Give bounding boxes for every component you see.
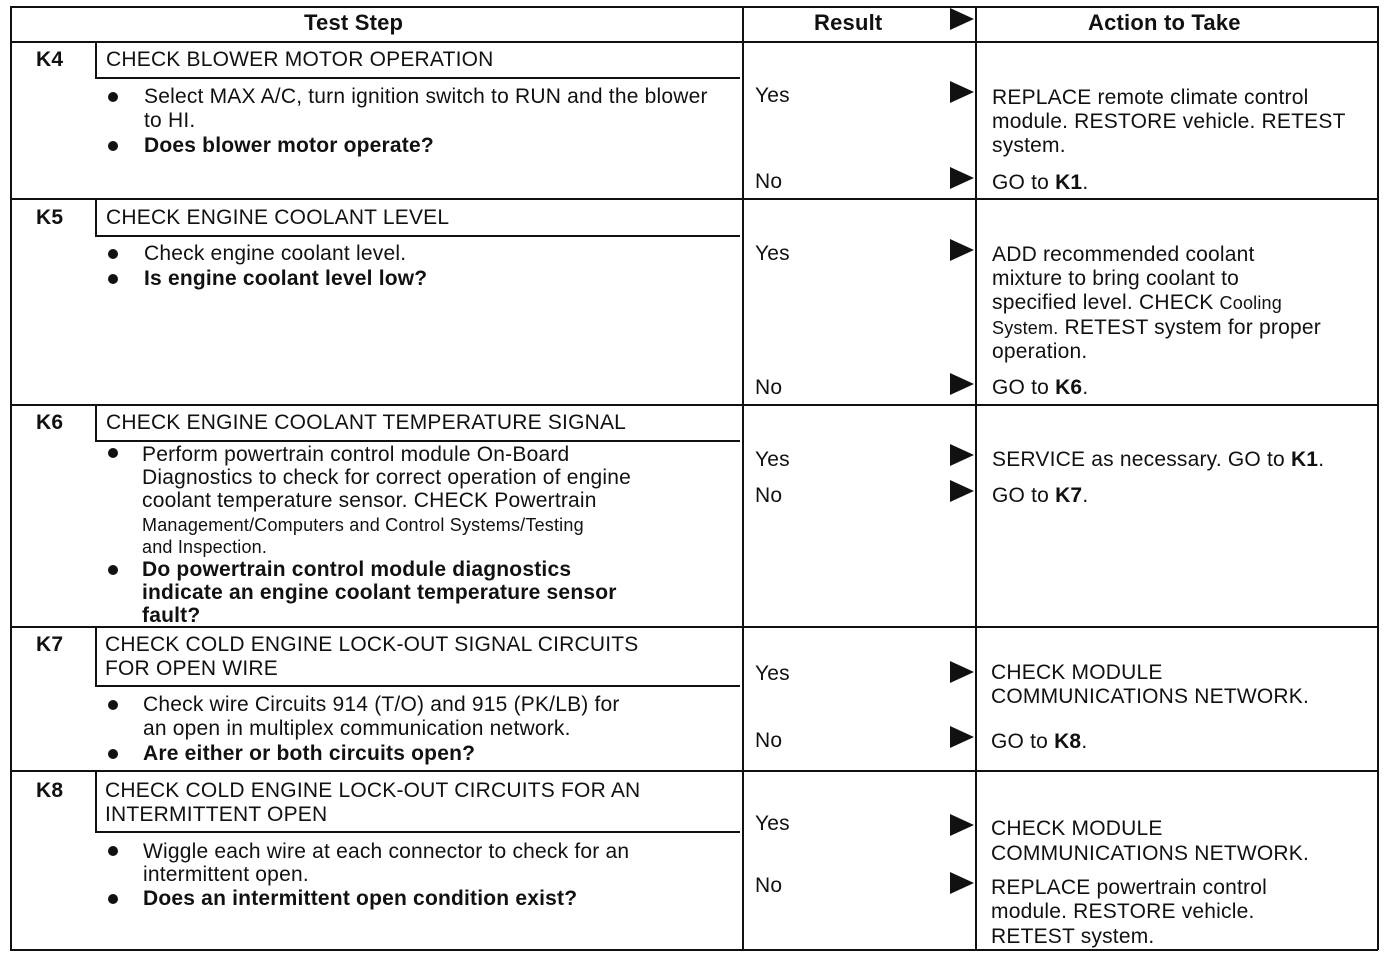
action-part: System.: [992, 318, 1059, 338]
action-suffix: .: [1318, 448, 1325, 471]
step-id: K5: [36, 206, 64, 229]
step-instruction: and Inspection.: [142, 537, 268, 557]
action-prefix: GO to: [992, 171, 1056, 194]
table-rule: [10, 949, 1378, 951]
step-instruction: coolant temperature sensor. CHECK Powertrain: [142, 489, 597, 512]
arrow-icon: [950, 444, 974, 466]
step-instruction: Wiggle each wire at each connector to check for an: [143, 840, 630, 863]
step-question: Does an intermittent open condition exist?: [143, 887, 578, 910]
action-prefix: SERVICE as necessary. GO to: [992, 448, 1291, 471]
step-instruction: Perform powertrain control module On-Board: [142, 443, 570, 466]
arrow-icon: [950, 239, 974, 261]
step-reference: K1: [1290, 448, 1319, 471]
id-rule: [95, 198, 97, 236]
action-text: module. RESTORE vehicle.: [991, 900, 1255, 923]
bullet-icon: [108, 274, 118, 284]
result-label: No: [755, 874, 783, 897]
action-suffix: .: [1082, 376, 1089, 399]
result-label: No: [755, 729, 783, 752]
action-suffix: .: [1081, 730, 1088, 753]
arrow-icon: [950, 814, 974, 836]
action-text: [992, 291, 1282, 315]
step-question: Are either or both circuits open?: [143, 742, 476, 765]
title-rule: [95, 440, 740, 442]
step-question: Is engine coolant level low?: [144, 267, 428, 290]
step-title: CHECK ENGINE COOLANT TEMPERATURE SIGNAL: [106, 411, 627, 434]
action-suffix: .: [1082, 484, 1089, 507]
step-title: CHECK ENGINE COOLANT LEVEL: [106, 206, 450, 229]
bullet-icon: [108, 92, 118, 102]
action-text: CHECK MODULE: [991, 817, 1163, 840]
title-rule: [95, 831, 740, 833]
table-rule: [10, 626, 1378, 628]
bullet-icon: [108, 894, 118, 904]
bullet-icon: [108, 846, 118, 856]
result-label: Yes: [755, 812, 790, 835]
step-id: K6: [36, 411, 64, 434]
step-id: K8: [36, 779, 64, 802]
title-rule: [95, 685, 740, 687]
action-text: [992, 171, 1088, 195]
action-part: RETEST system for proper: [1058, 316, 1321, 339]
action-text: REPLACE powertrain control: [991, 876, 1267, 899]
bullet-icon: [108, 565, 118, 575]
bullet-icon: [108, 141, 118, 151]
action-text: [992, 448, 1324, 472]
step-id: K7: [36, 633, 64, 656]
result-label: Yes: [755, 242, 790, 265]
arrow-icon: [950, 726, 974, 748]
result-label: No: [755, 484, 783, 507]
action-text: operation.: [992, 340, 1088, 363]
id-rule: [95, 626, 97, 686]
step-instruction: Select MAX A/C, turn ignition switch to RUN and the blower to HI.: [144, 85, 708, 132]
header-action: Action to Take: [1088, 10, 1241, 35]
id-rule: [95, 770, 97, 832]
action-text: COMMUNICATIONS NETWORK.: [991, 842, 1310, 865]
title-rule: [95, 235, 740, 237]
bullet-icon: [108, 448, 118, 458]
action-prefix: GO to: [992, 484, 1056, 507]
table-rule: [10, 6, 12, 950]
id-rule: [95, 41, 97, 78]
step-question: fault?: [142, 604, 201, 627]
table-rule: [1377, 6, 1379, 950]
header-test-step: Test Step: [304, 10, 404, 35]
table-rule: [10, 198, 1378, 200]
step-title: FOR OPEN WIRE: [105, 657, 278, 680]
title-rule: [95, 77, 740, 79]
action-text: [991, 730, 1087, 754]
table-rule: [975, 6, 977, 950]
action-text: CHECK MODULE: [991, 661, 1163, 684]
action-prefix: GO to: [991, 730, 1055, 753]
bullet-icon: [108, 700, 118, 710]
step-question: Does blower motor operate?: [144, 134, 434, 157]
step-title: CHECK COLD ENGINE LOCK-OUT CIRCUITS FOR AN: [105, 779, 641, 802]
step-reference: K6: [1055, 376, 1083, 399]
arrow-icon: [950, 8, 974, 30]
arrow-icon: [950, 872, 974, 894]
action-text: [992, 376, 1088, 400]
step-reference: K7: [1055, 484, 1083, 507]
step-reference: K1: [1055, 171, 1083, 194]
action-text: [992, 316, 1321, 340]
result-label: No: [755, 376, 783, 399]
action-text: mixture to bring coolant to: [992, 267, 1240, 290]
header-result: Result: [814, 10, 883, 35]
table-rule: [10, 770, 1378, 772]
action-text: RETEST system.: [991, 925, 1155, 948]
step-title: INTERMITTENT OPEN: [105, 803, 328, 826]
step-instruction: Management/Computers and Control Systems/Testing: [142, 515, 584, 535]
action-part: Cooling: [1219, 293, 1282, 313]
action-part: specified level. CHECK: [992, 291, 1220, 314]
bullet-icon: [108, 749, 118, 759]
step-question: Do powertrain control module diagnostics: [142, 558, 572, 581]
step-reference: K8: [1054, 730, 1082, 753]
table-rule: [10, 404, 1378, 406]
action-text: COMMUNICATIONS NETWORK.: [991, 685, 1310, 708]
step-title: CHECK COLD ENGINE LOCK-OUT SIGNAL CIRCUITS: [105, 633, 639, 656]
step-instruction: intermittent open.: [143, 863, 309, 886]
arrow-icon: [950, 480, 974, 502]
id-rule: [95, 404, 97, 441]
step-instruction: Check wire Circuits 914 (T/O) and 915 (PK/LB) for: [143, 693, 620, 716]
step-instruction: Diagnostics to check for correct operation of engine: [142, 466, 631, 489]
result-label: No: [755, 170, 783, 193]
step-instruction: Check engine coolant level.: [144, 242, 407, 265]
table-rule: [10, 41, 1378, 43]
action-prefix: GO to: [992, 376, 1056, 399]
bullet-icon: [108, 249, 118, 259]
result-label: Yes: [755, 84, 790, 107]
step-title: CHECK BLOWER MOTOR OPERATION: [106, 48, 494, 71]
action-text: REPLACE remote climate control module. RESTORE vehicle. RETEST system.: [992, 86, 1346, 157]
action-text: [992, 484, 1088, 508]
step-instruction: an open in multiplex communication network.: [143, 717, 571, 740]
action-suffix: .: [1082, 171, 1089, 194]
result-label: Yes: [755, 662, 790, 685]
table-rule: [742, 6, 744, 950]
arrow-icon: [950, 661, 974, 683]
step-question: indicate an engine coolant temperature sensor: [142, 581, 617, 604]
step-id: K4: [36, 48, 64, 71]
result-label: Yes: [755, 448, 790, 471]
arrow-icon: [950, 81, 974, 103]
action-text: ADD recommended coolant: [992, 243, 1255, 266]
arrow-icon: [950, 167, 974, 189]
arrow-icon: [950, 373, 974, 395]
table-rule: [10, 6, 1378, 8]
